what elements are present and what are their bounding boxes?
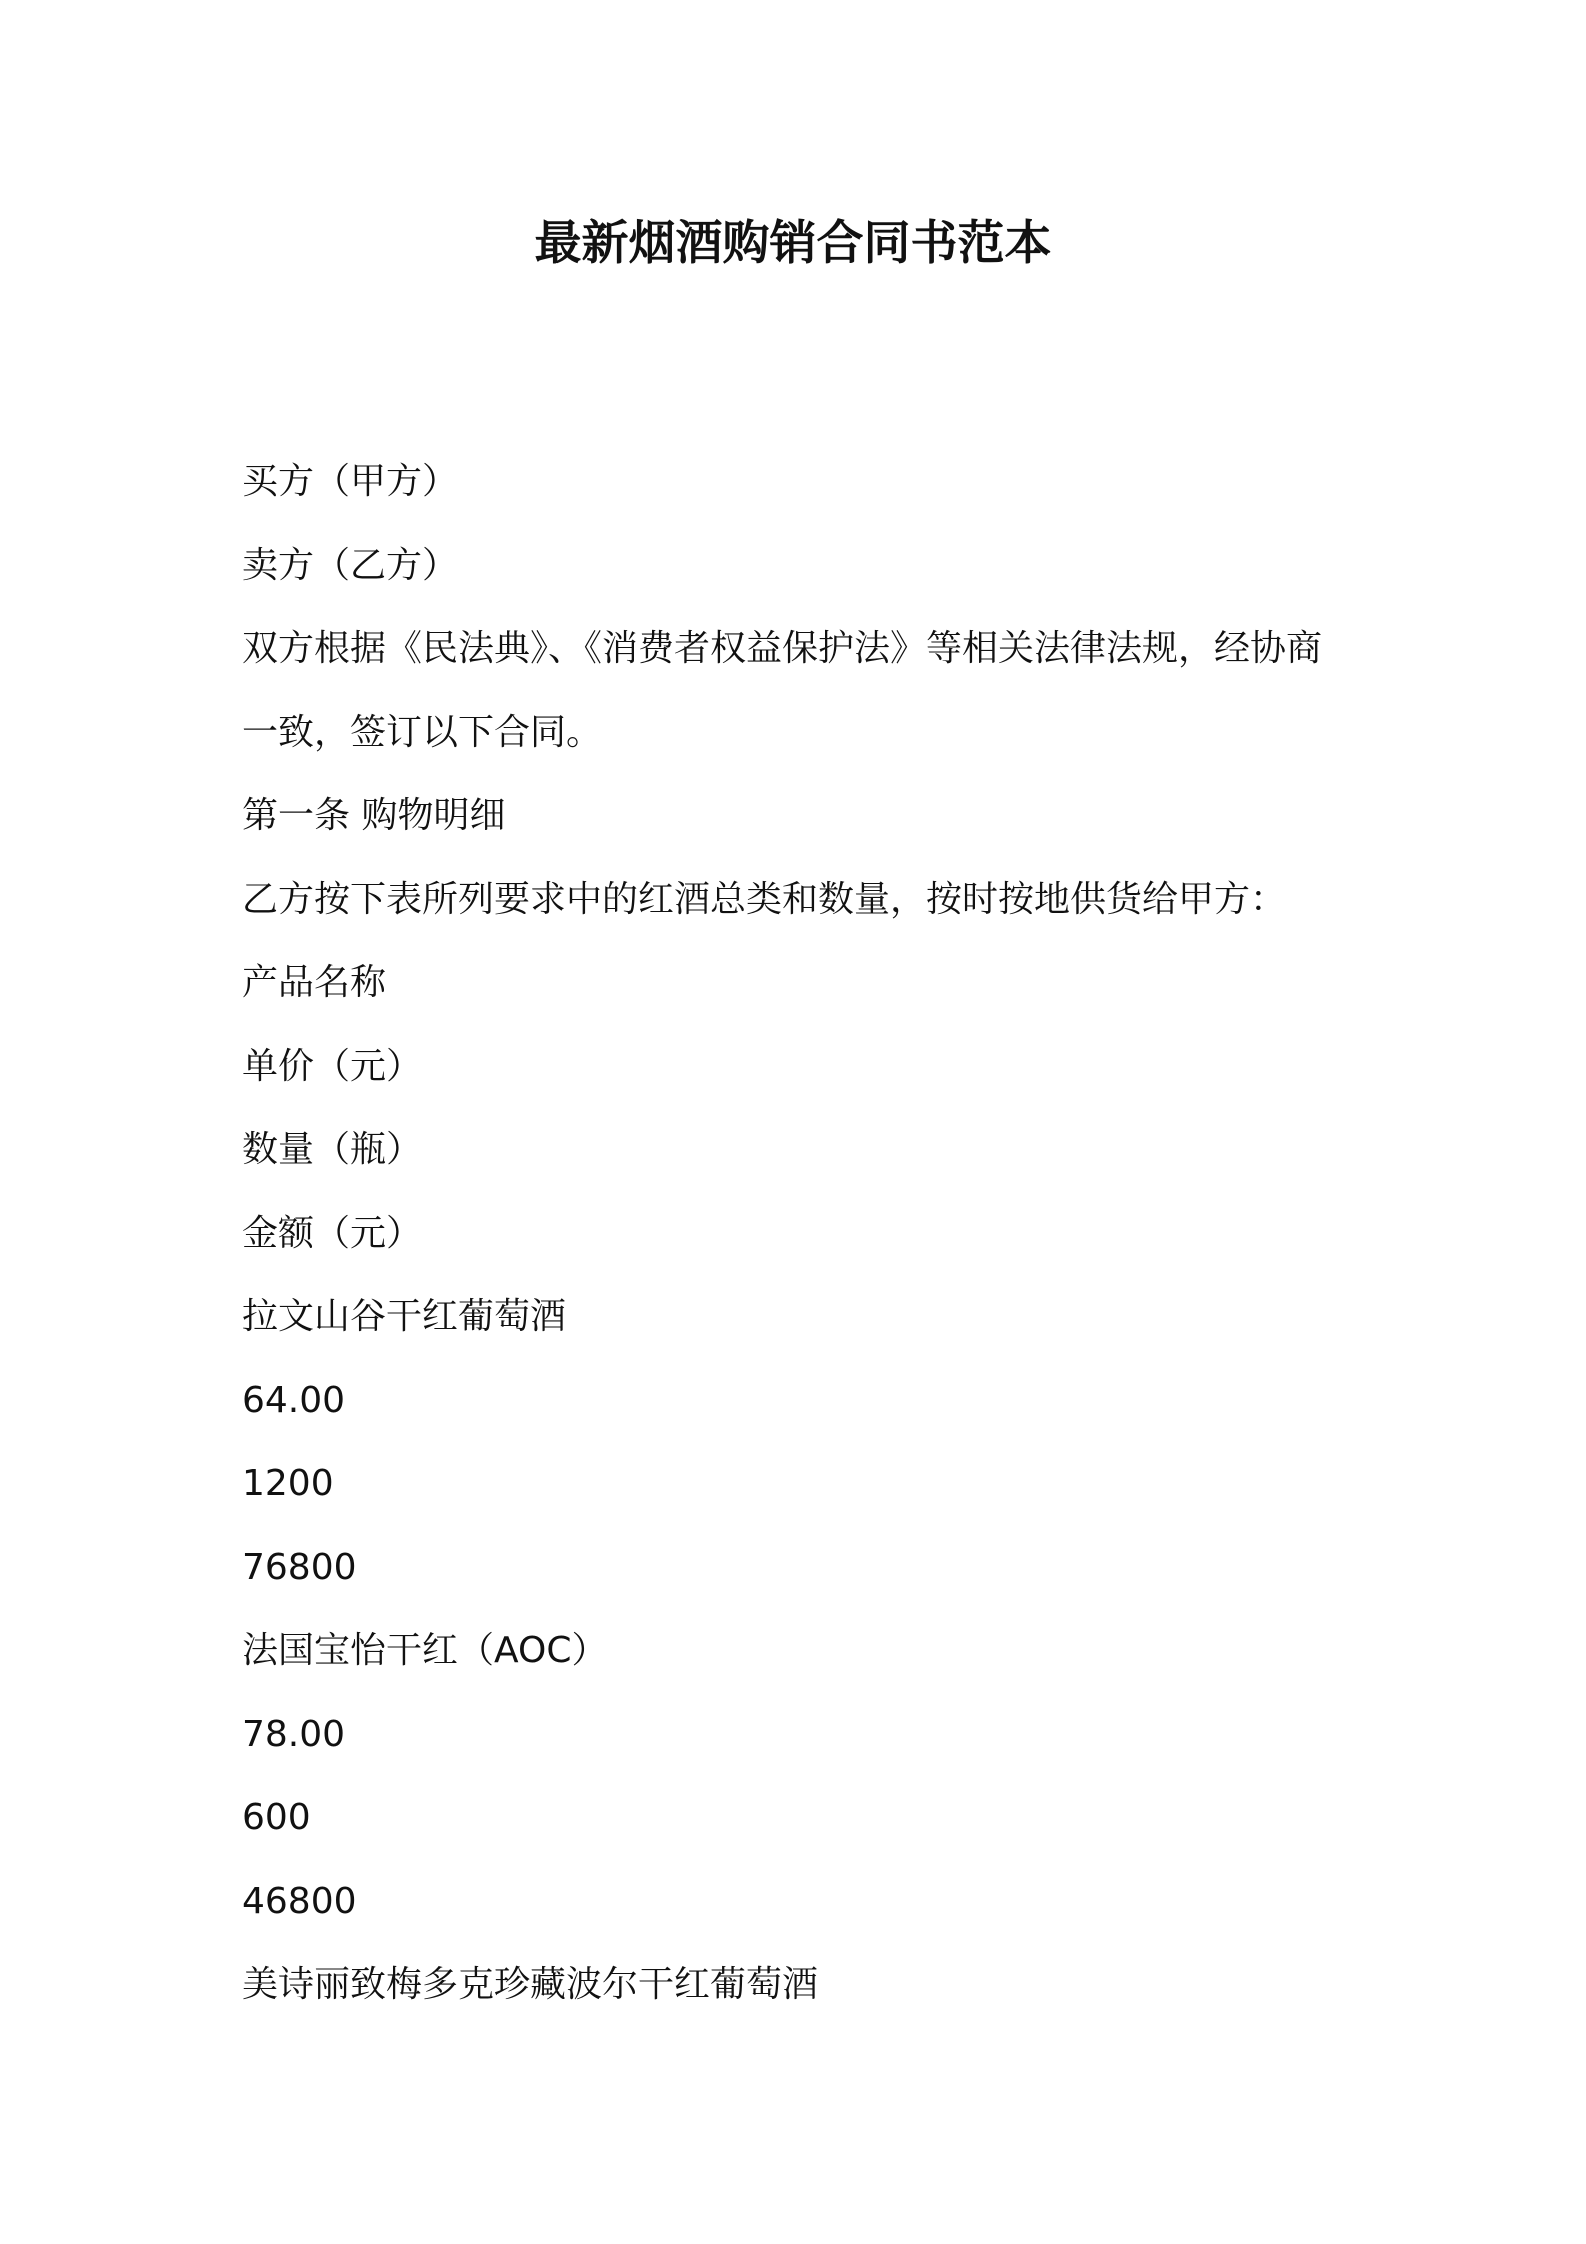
table-header-quantity: 数量（瓶） (242, 1129, 423, 1170)
table-header-unit-price: 单价（元） (242, 1045, 423, 1087)
buyer-party-line: 买方（甲方） (242, 461, 459, 502)
product-2-quantity: 600 (242, 1797, 311, 1838)
legal-basis-line-1: 双方根据《民法典》、《消费者权益保护法》等相关法律法规，经协商 (242, 628, 1323, 669)
supply-requirement-line: 乙方按下表所列要求中的红酒总类和数量，按时按地供货给甲方： (242, 878, 1287, 920)
seller-party-line: 卖方（乙方） (242, 544, 459, 586)
product-2-amount: 46800 (242, 1880, 357, 1922)
product-1-unit-price: 64.00 (242, 1379, 346, 1421)
product-1-amount: 76800 (242, 1546, 357, 1588)
document-body (242, 440, 1362, 2027)
article-one-heading: 第一条 购物明细 (242, 795, 506, 836)
product-1-name: 拉文山谷干红葡萄酒 (242, 1296, 567, 1337)
product-3-name: 美诗丽致梅多克珍藏波尔干红葡萄酒 (242, 1964, 819, 2005)
table-header-product-name: 产品名称 (242, 962, 387, 1003)
product-2-name: 法国宝怡干红（AOC） (242, 1630, 608, 1671)
legal-basis-line-2: 一致，签订以下合同。 (242, 711, 603, 753)
product-1-quantity: 1200 (242, 1463, 334, 1504)
document-title: 最新烟酒购销合同书范本 (534, 216, 1052, 271)
product-2-unit-price: 78.00 (242, 1713, 346, 1755)
table-header-amount: 金额（元） (242, 1212, 423, 1254)
